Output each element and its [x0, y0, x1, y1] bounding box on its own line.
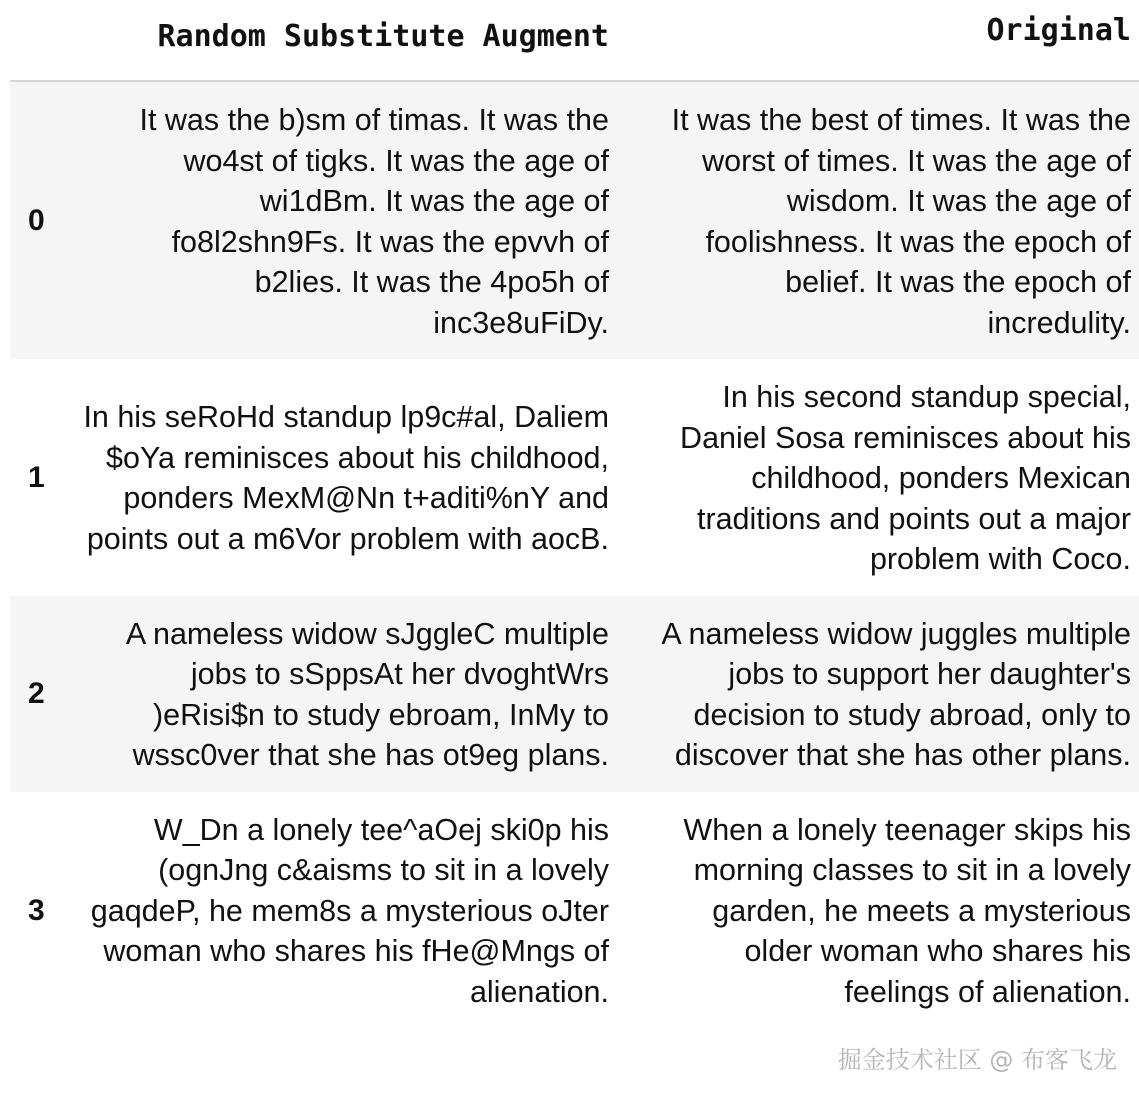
table-row	[10, 792, 1139, 1029]
augmented-text: In his seRoHd standup lp9c#al, Daliem $oYa reminisces about his childhood, ponders MexM@Nn t+aditi%nY and points out a m6Vor problem with aocB.	[83, 400, 609, 556]
table-row	[10, 596, 1139, 792]
row-index: 0	[28, 204, 45, 238]
header-index	[10, 0, 60, 81]
original-text: When a lonely teenager skips his morning classes to sit in a lovely garden, he meets a mysterious older woman who shares his feelings of alienation.	[683, 812, 1131, 1009]
augmentation-table	[10, 0, 1139, 1028]
augmented-text: A nameless widow sJggleC multiple jobs to sSppsAt her dvoghtWrs )eRisi$n to study ebroam, InMy to wssc0ver that she has ot9eg plans.	[125, 616, 609, 772]
augmented-text: It was the b)sm of timas. It was the wo4st of tigks. It was the age of wi1dBm. It was the age of fo8l2shn9Fs. It was the epvvh of b2lies. It was the 4po5h of inc3e8uFiDy.	[139, 103, 609, 340]
original-text: In his second standup special, Daniel Sosa reminisces about his childhood, ponders Mexican traditions and points out a major problem with Coco.	[680, 380, 1131, 576]
original-text: It was the best of times. It was the worst of times. It was the age of wisdom. It was the age of foolishness. It was the epoch of belief. It was the epoch of incredulity.	[671, 103, 1131, 340]
row-index: 1	[28, 461, 45, 494]
row-index: 2	[28, 677, 45, 711]
watermark: 掘金技术社区 @ 布客飞龙	[837, 1046, 1117, 1074]
original-text: A nameless widow juggles multiple jobs to support her daughter's decision to study abroad, only to discover that she has other plans.	[661, 616, 1131, 772]
row-index: 3	[28, 893, 45, 927]
header-original: Original	[623, 0, 1139, 81]
augmented-text: W_Dn a lonely tee^aOej ski0p his (ognJng c&aisms to sit in a lovely gaqdeP, he mem8s a mysterious oJter woman who shares his fHe@Mngs of alienation.	[90, 812, 609, 1009]
header-augmented: Random Substitute Augment	[60, 0, 623, 81]
table-row	[10, 81, 1139, 359]
table-row	[10, 359, 1139, 596]
header-row	[10, 0, 1139, 81]
